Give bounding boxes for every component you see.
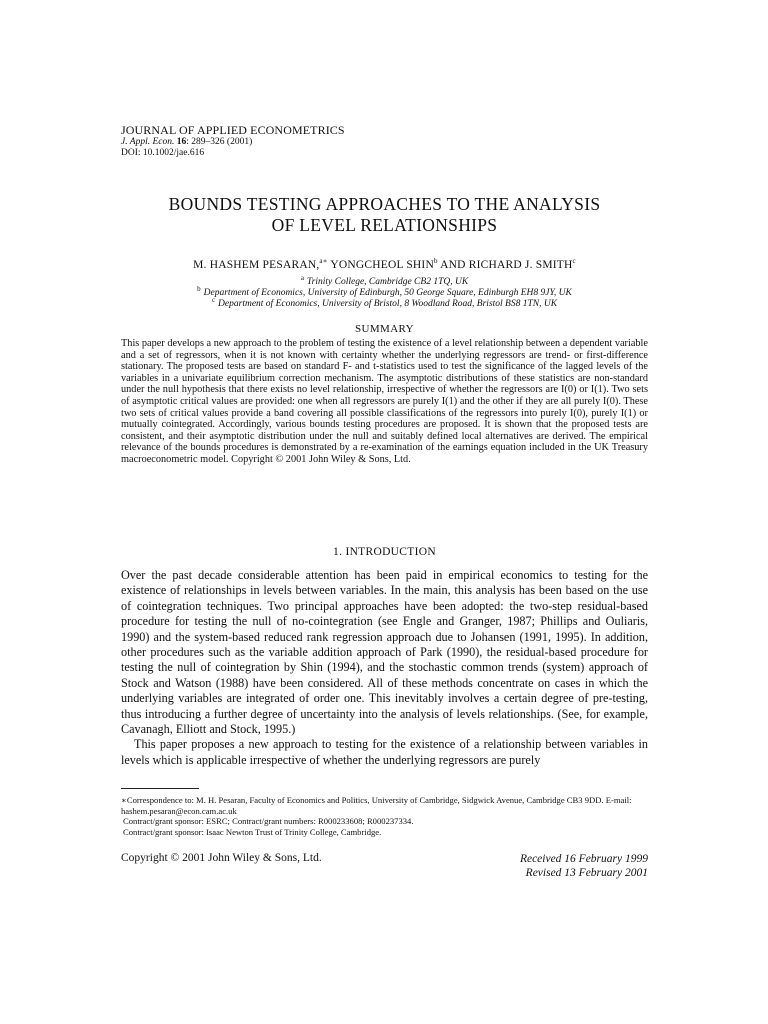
revised-date: Revised 13 February 2001	[525, 867, 648, 879]
journal-volume: 16	[176, 137, 187, 147]
summary-heading: SUMMARY	[354, 323, 415, 335]
journal-citation	[121, 137, 661, 148]
title-line-2: OF LEVEL RELATIONSHIPS	[271, 215, 498, 235]
affiliation-b-mark: b	[197, 285, 201, 293]
affiliation-c-mark: c	[211, 296, 216, 304]
footnote-rule	[121, 788, 199, 789]
author-1-mark: a∗	[319, 257, 328, 265]
author-list	[121, 257, 648, 271]
intro-paragraph-2: This paper proposes a new approach to testing for the existence of a relationship between variables in levels which is applicable irrespective of whether the underlying regressors are purely	[121, 737, 648, 767]
footnote-grant-1: Contract/grant sponsor: ESRC; Contract/grant numbers: R000233608; R000237334.	[123, 816, 414, 827]
author-2: YONGCHEOL SHIN	[327, 258, 434, 271]
footnote-grant-2: Contract/grant sponsor: Isaac Newton Trust of Trinity College, Cambridge.	[123, 826, 382, 837]
footnote-correspondence: ∗Correspondence to: M. H. Pesaran, Faculty of Economics and Politics, University of Cambridge, Sidgwick Avenue, Cambridge CB3 9DD. E-mail: hashem.pesaran@econ.cam.ac.uk	[121, 795, 632, 816]
author-1: M. HASHEM PESARAN,	[193, 258, 320, 271]
paper-title	[121, 194, 648, 236]
journal-pages: : 289–326 (2001)	[186, 137, 253, 147]
title-line-1: BOUNDS TESTING APPROACHES TO THE ANALYSIS	[168, 194, 601, 214]
footnotes	[121, 795, 648, 837]
journal-abbrev: J. Appl. Econ.	[121, 137, 175, 147]
copyright-notice: Copyright © 2001 John Wiley & Sons, Ltd.	[121, 852, 322, 864]
received-date: Received 16 February 1999	[519, 853, 648, 865]
journal-name: JOURNAL OF APPLIED ECONOMETRICS	[121, 123, 345, 137]
introduction-heading: 1. INTRODUCTION	[333, 546, 436, 558]
affiliation-b-text: Department of Economics, University of Edinburgh, 50 George Square, Edinburgh EH8 9JY, UK	[203, 288, 572, 299]
journal-header	[121, 124, 661, 159]
author-3-mark: c	[572, 257, 576, 265]
affiliation-a-mark: a	[300, 274, 304, 282]
intro-paragraph-1: Over the past decade considerable attention has been paid in empirical economics to testing for the existence of relationships in levels between variables. In the main, this analysis has been based on the use of cointegration techniques. Two principal approaches have been adopted: the two-step residual-based procedure for testing the null of no-cointegration (see Engle and Granger, 1987; Phillips and Ouliaris, 1990) and the system-based reduced rank regression approach due to Johansen (1991, 1995). In addition, other procedures such as the variable addition approach of Park (1990), the residual-based procedure for testing the null of cointegration by Shin (1994), and the stochastic common trends (system) approach of Stock and Watson (1988) have been considered. All of these methods concentrate on cases in which the underlying variables are integrated of order one. This inevitably involves a certain degree of pre-testing, thus introducing a further degree of uncertainty into the analysis of levels relationships. (See, for example, Cavanagh, Elliott and Stock, 1995.)	[121, 568, 648, 737]
received-dates	[520, 852, 648, 880]
author-2-mark: b	[433, 257, 438, 265]
affiliation-c	[121, 295, 648, 310]
affiliation-a-text: Trinity College, Cambridge CB2 1TQ, UK	[306, 277, 469, 288]
author-3: AND RICHARD J. SMITH	[437, 258, 573, 271]
affiliation-c-text: Department of Economics, University of Bristol, 8 Woodland Road, Bristol BS8 1TN, UK	[218, 299, 558, 310]
journal-doi: DOI: 10.1002/jae.616	[121, 148, 205, 158]
introduction-body	[121, 568, 648, 768]
summary-text: This paper develops a new approach to the problem of testing the existence of a level relationship between a dependent variable and a set of regressors, when it is not known with certainty whether the underlying regressors are trend- or first-difference stationary. The proposed tests are based on standard F- and t-statistics used to test the significance of the lagged levels of the variables in a univariate equilibrium correction mechanism. The asymptotic distributions of these statistics are non-standard under the null hypothesis that there exists no level relationship, irrespective of whether the regressors are I(0) or I(1). Two sets of asymptotic critical values are provided: one when all regressors are purely I(1) and the other if they are all purely I(0). These two sets of critical values provide a band covering all possible classifications of the regressors into purely I(0), purely I(1) or mutually cointegrated. Accordingly, various bounds testing procedures are proposed. It is shown that the proposed tests are consistent, and their asymptotic distribution under the null and suitably defined local alternatives are derived. The empirical relevance of the bounds procedures is demonstrated by a re-examination of the earnings equation included in the UK Treasury macroeconometric model. Copyright © 2001 John Wiley & Sons, Ltd.	[121, 338, 648, 465]
